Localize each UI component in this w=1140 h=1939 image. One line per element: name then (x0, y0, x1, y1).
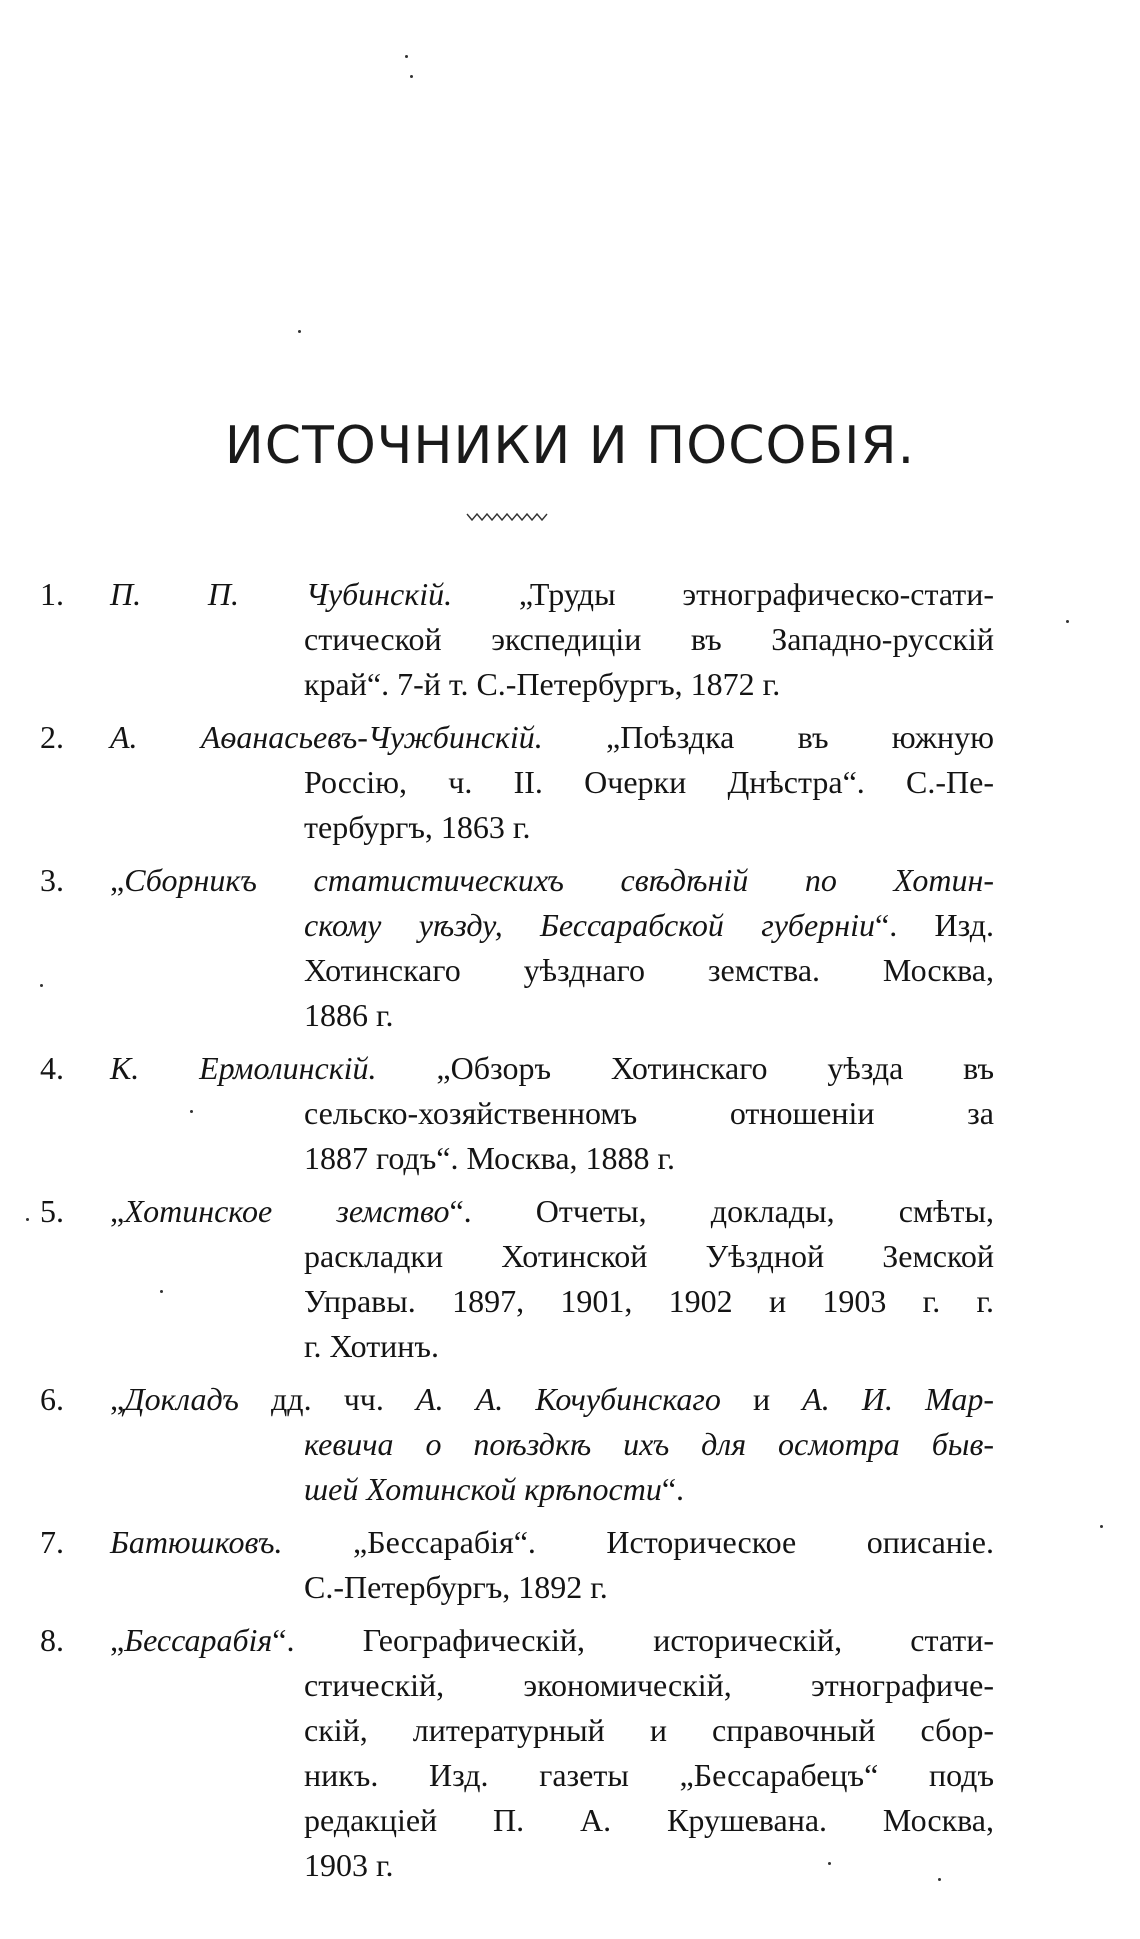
scan-speck (26, 1218, 29, 1221)
entry-number: 1. (40, 576, 64, 612)
entry-text: тербургъ, 1863 г. (304, 809, 531, 845)
entry-line (304, 903, 994, 948)
entry-line (304, 1708, 994, 1753)
entry-text: Управы. 1897, 1901, 1902 и 1903 г. г. (304, 1283, 994, 1319)
entry-text: „Бессарабія“. Историческое описаніе. (282, 1524, 994, 1560)
entry-line (304, 662, 994, 707)
entry-line (304, 1324, 994, 1369)
entry-text: стической экспедиціи въ Западно-русскій (304, 621, 994, 657)
scan-speck (160, 1290, 163, 1293)
entry-text-italic: П. П. Чубинскій. (110, 576, 453, 612)
entry-number: 5. (40, 1193, 64, 1229)
entry-number: 3. (40, 862, 64, 898)
entry-text: „ (110, 862, 125, 898)
entry-text: редакціей П. А. Крушевана. Москва, (304, 1802, 994, 1838)
scan-speck (40, 984, 43, 987)
entry-line (304, 1422, 994, 1467)
entry-text-italic: Докладъ (124, 1381, 239, 1417)
scan-speck (405, 55, 408, 58)
entry-text: „ (110, 1622, 125, 1658)
entry-text: „Труды этнографическо-стати- (452, 576, 995, 612)
entry-number: 8. (40, 1622, 64, 1658)
scan-speck (190, 1110, 193, 1113)
bibliography-entry (0, 858, 1140, 1038)
entry-text: „Обзоръ Хотинскаго уѣзда въ (376, 1050, 995, 1086)
entry-text: „Поѣздка въ южную (542, 719, 995, 755)
scan-speck (1100, 1525, 1103, 1528)
entry-text: дд. чч. (238, 1381, 417, 1417)
entry-line (110, 1189, 994, 1234)
entry-line (304, 1798, 994, 1843)
bibliography-list (0, 572, 1140, 1896)
entry-text: С.-Петербургъ, 1892 г. (304, 1569, 608, 1605)
entry-text: 1886 г. (304, 997, 394, 1033)
entry-text: Россію, ч. II. Очерки Днѣстра“. С.-Пе- (304, 764, 994, 800)
entry-text: 1887 годъ“. Москва, 1888 г. (304, 1140, 676, 1176)
entry-line (304, 993, 994, 1038)
entry-line (110, 1377, 994, 1422)
entry-text-italic: А. А. Кочубинскаго (416, 1381, 721, 1417)
entry-text: край“. 7-й т. С.-Петербургъ, 1872 г. (304, 666, 781, 702)
entry-text: Хотинскаго уѣзднаго земства. Москва, (304, 952, 994, 988)
entry-line (110, 1046, 994, 1091)
scan-speck (410, 75, 413, 78)
entry-number: 2. (40, 719, 64, 755)
scan-speck (1066, 620, 1069, 623)
scan-speck (298, 330, 301, 333)
entry-line (110, 715, 994, 760)
entry-line (304, 1565, 994, 1610)
entry-line (304, 805, 994, 850)
page-title: ИСТОЧНИКИ И ПОСОБІЯ. (224, 416, 916, 476)
entry-line (304, 1136, 994, 1181)
entry-text: “. Изд. (875, 907, 995, 943)
entry-number: 6. (40, 1381, 64, 1417)
entry-line (110, 858, 994, 903)
entry-line (304, 1091, 994, 1136)
entry-number: 7. (40, 1524, 64, 1560)
entry-text: „ (110, 1381, 125, 1417)
entry-line (110, 1520, 994, 1565)
entry-text: 1903 г. (304, 1847, 394, 1883)
ornament-divider (465, 508, 555, 524)
bibliography-entry (0, 1189, 1140, 1369)
entry-text-italic: кевича о поѣздкѣ ихъ для осмотра быв- (304, 1426, 994, 1462)
entry-text-italic: Хотинское земство (124, 1193, 450, 1229)
entry-text: стическій, экономическій, этнографиче- (304, 1667, 994, 1703)
entry-line (304, 617, 994, 662)
scan-speck (938, 1878, 941, 1881)
entry-text-italic: Бессарабія (124, 1622, 273, 1658)
entry-line (304, 1753, 994, 1798)
bibliography-entry (0, 1377, 1140, 1512)
entry-text: “. Географическій, историческій, стати- (272, 1622, 994, 1658)
entry-text-italic: А. И. Мар- (802, 1381, 994, 1417)
entry-text: „ (110, 1193, 125, 1229)
bibliography-entry (0, 1520, 1140, 1610)
entry-line (110, 1618, 994, 1663)
entry-text: скій, литературный и справочный сбор- (304, 1712, 994, 1748)
scan-speck (828, 1862, 831, 1865)
bibliography-entry (0, 572, 1140, 707)
entry-text-italic: скому уѣзду, Бессарабской губерніи (304, 907, 875, 943)
bibliography-entry (0, 715, 1140, 850)
entry-number: 4. (40, 1050, 64, 1086)
entry-text: “. (661, 1471, 685, 1507)
entry-line (304, 1467, 994, 1512)
entry-text-italic: А. Аѳанасьевъ-Чужбинскій. (110, 719, 543, 755)
entry-line (304, 948, 994, 993)
entry-text-italic: Сборникъ статистическихъ свѣдѣній по Хотин- (124, 862, 994, 898)
bibliography-entry (0, 1618, 1140, 1888)
entry-text: сельско-хозяйственномъ отношеніи за (304, 1095, 994, 1131)
entry-text: никъ. Изд. газеты „Бессарабецъ“ подъ (304, 1757, 994, 1793)
entry-text-italic: Батюшковъ. (110, 1524, 283, 1560)
entry-text: раскладки Хотинской Уѣздной Земской (304, 1238, 994, 1274)
entry-text: г. Хотинъ. (304, 1328, 439, 1364)
entry-line (304, 1663, 994, 1708)
bibliography-entry (0, 1046, 1140, 1181)
entry-line (304, 760, 994, 805)
entry-text-italic: шей Хотинской крѣпости (304, 1471, 662, 1507)
entry-line (110, 572, 994, 617)
entry-text: и (720, 1381, 803, 1417)
entry-text: “. Отчеты, доклады, смѣты, (449, 1193, 995, 1229)
entry-line (304, 1843, 994, 1888)
entry-line (304, 1279, 994, 1324)
entry-text-italic: К. Ермолинскій. (110, 1050, 377, 1086)
entry-line (304, 1234, 994, 1279)
